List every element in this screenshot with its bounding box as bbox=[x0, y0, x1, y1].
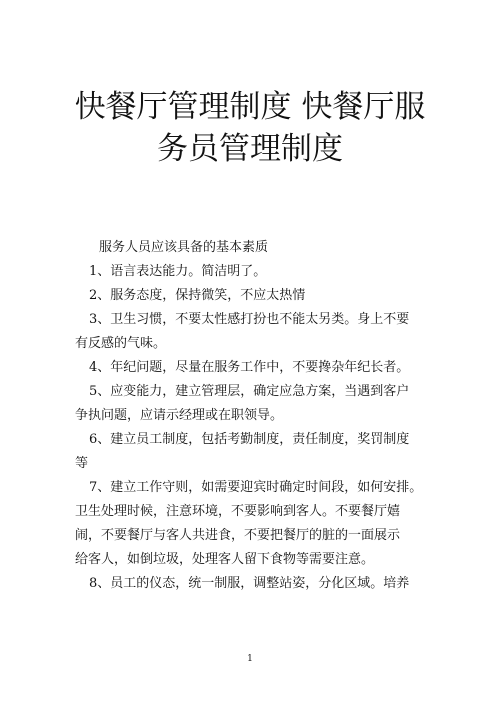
paragraph-item-7: 7、建立工作守则，如需要迎宾时确定时间段，如何安排。 bbox=[89, 480, 423, 495]
paragraph-item-6-cont: 等 bbox=[75, 456, 89, 471]
paragraph-item-6: 6、建立员工制度，包括考勤制度，责任制度，奖罚制度 bbox=[89, 432, 410, 447]
paragraph-item-5: 5、应变能力，建立管理层，确定应急方案，当遇到客户 bbox=[89, 384, 410, 399]
document-title bbox=[0, 86, 500, 170]
paragraph-item-5-cont: 争执问题，应请示经理或在职领导。 bbox=[75, 408, 284, 423]
paragraph-item-7-cont-2: 闹，不要餐厅与客人共进食，不要把餐厅的脏的一面展示 bbox=[75, 528, 401, 543]
paragraph-item-3-cont: 有反感的气味。 bbox=[75, 336, 167, 351]
paragraph-heading: 服务人员应该具备的基本素质 bbox=[99, 240, 269, 255]
paragraph-item-7-cont-3: 给客人，如倒垃圾，处理客人留下食物等需要注意。 bbox=[75, 552, 375, 567]
title-line-1: 快餐厅管理制度 快餐厅服 bbox=[74, 89, 426, 125]
paragraph-item-4: 4、年纪问题，尽量在服务工作中，不要搀杂年纪长者。 bbox=[89, 360, 410, 375]
paragraph-item-1: 1、语言表达能力。简洁明了。 bbox=[89, 264, 267, 279]
paragraph-item-3: 3、卫生习惯，不要太性感打扮也不能太另类。身上不要 bbox=[89, 312, 410, 327]
title-line-2: 务员管理制度 bbox=[157, 131, 343, 167]
page-number: 1 bbox=[247, 654, 253, 664]
document-body bbox=[75, 236, 435, 596]
paragraph-item-7-cont-1: 卫生处理时候，注意环境，不要影响到客人。不要餐厅嬉 bbox=[75, 504, 401, 519]
paragraph-item-2: 2、服务态度，保持微笑，不应太热情 bbox=[89, 288, 306, 303]
paragraph-item-8: 8、员工的仪态，统一制服，调整站姿，分化区域。培养 bbox=[89, 576, 410, 591]
